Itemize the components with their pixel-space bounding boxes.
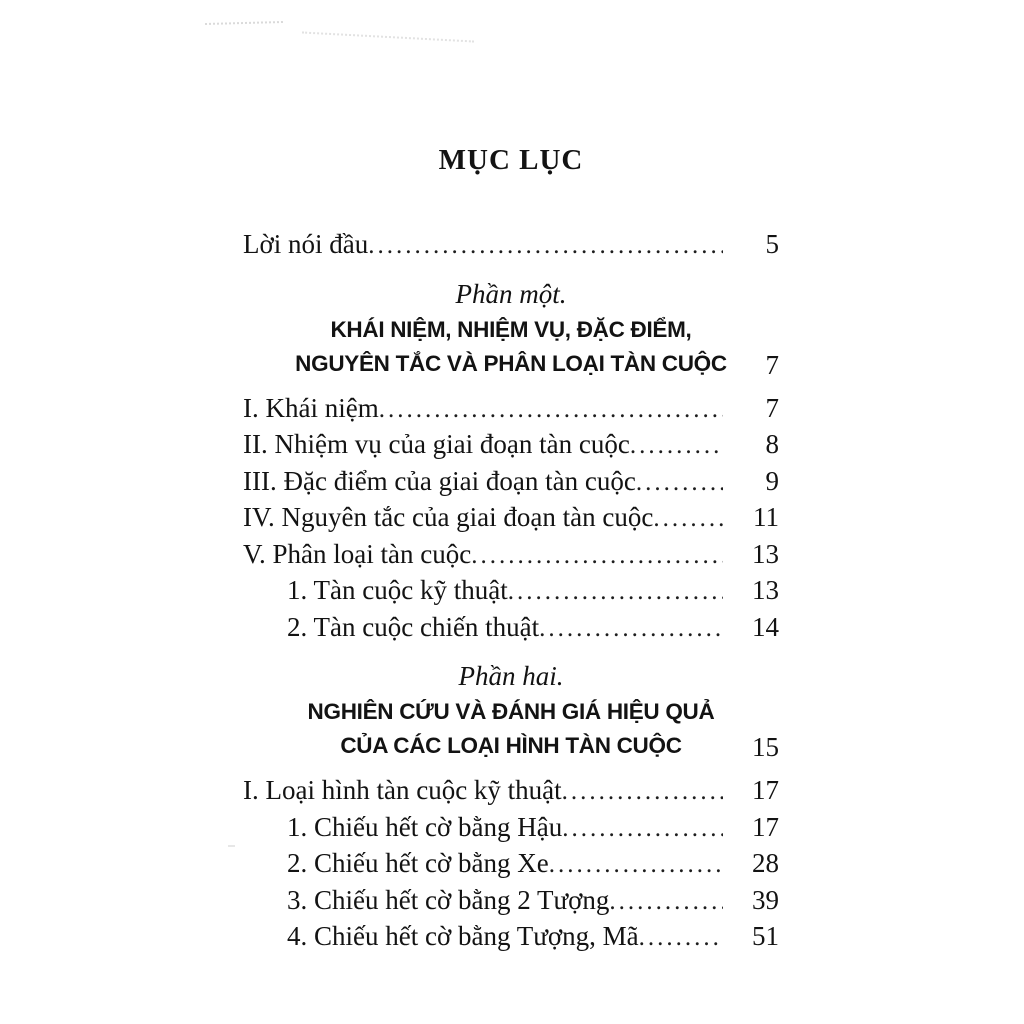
part-two-heading-line2-row xyxy=(243,729,779,763)
toc-entry-page: 7 xyxy=(765,392,779,423)
toc-entry xyxy=(243,810,779,847)
dot-leader xyxy=(379,391,723,428)
toc-entry-page: 17 xyxy=(752,811,779,842)
toc-entry xyxy=(243,391,779,428)
part-one-heading-line2-row xyxy=(243,347,779,381)
dot-leader xyxy=(636,464,723,501)
toc-entry-label: II. Nhiệm vụ của giai đoạn tàn cuộc xyxy=(243,429,630,459)
dot-leader xyxy=(653,500,723,537)
toc-entry-page: 9 xyxy=(765,465,779,496)
toc-entry xyxy=(243,573,779,610)
toc-entry-page: 13 xyxy=(752,575,779,605)
part-two-heading-line2: CỦA CÁC LOẠI HÌNH TÀN CUỘC xyxy=(340,733,682,758)
dot-leader xyxy=(562,810,723,847)
dot-leader xyxy=(549,846,723,883)
part-two-page: 15 xyxy=(752,732,779,762)
dot-leader xyxy=(368,227,723,264)
toc-entry-page: 17 xyxy=(752,775,779,805)
scan-artifact xyxy=(302,32,474,43)
dot-leader xyxy=(471,537,723,574)
toc-entry xyxy=(243,500,779,537)
dot-leader xyxy=(539,610,723,647)
dot-leader xyxy=(508,573,723,610)
table-of-contents xyxy=(243,145,779,956)
toc-entry-label: 1. Chiếu hết cờ bằng Hậu xyxy=(287,811,563,842)
toc-entry-page: 5 xyxy=(765,229,779,259)
dot-leader xyxy=(639,919,723,956)
dot-leader xyxy=(562,773,723,810)
toc-entry-label: Lời nói đầu xyxy=(243,229,369,259)
toc-entry-page: 51 xyxy=(752,921,779,951)
part-two-heading xyxy=(243,695,779,763)
toc-entry-label: 2. Chiếu hết cờ bằng Xe xyxy=(287,848,549,878)
toc-entry-label: I. Loại hình tàn cuộc kỹ thuật xyxy=(243,775,562,805)
toc-entry-label: V. Phân loại tàn cuộc xyxy=(243,538,472,569)
part-one-label: Phần một. xyxy=(455,278,567,309)
dot-leader xyxy=(609,883,723,920)
dot-leader xyxy=(630,427,723,464)
part-two-heading-line1: NGHIÊN CỨU VÀ ĐÁNH GIÁ HIỆU QUẢ xyxy=(307,699,715,724)
part-two-section xyxy=(243,659,779,763)
toc-entry-page: 8 xyxy=(765,429,779,459)
scan-artifact xyxy=(205,21,283,25)
toc-entry-label: III. Đặc điểm của giai đoạn tàn cuộc xyxy=(243,465,636,496)
part-one-heading xyxy=(243,313,779,381)
toc-entry xyxy=(243,919,779,956)
toc-entry-page: 11 xyxy=(753,502,779,532)
toc-entry xyxy=(243,610,779,647)
toc-entry-page: 28 xyxy=(752,848,779,878)
toc-entry-label: I. Khái niệm xyxy=(243,392,379,423)
toc-entry xyxy=(243,773,779,810)
toc-entry xyxy=(243,846,779,883)
toc-entry-preface xyxy=(243,227,779,264)
part-one-heading-line1: KHÁI NIỆM, NHIỆM VỤ, ĐẶC ĐIỂM, xyxy=(330,316,692,342)
toc-entry-page: 14 xyxy=(752,611,779,642)
toc-entry-label: 1. Tàn cuộc kỹ thuật xyxy=(287,575,508,605)
toc-entry-label: 2. Tàn cuộc chiến thuật xyxy=(287,611,540,642)
toc-entry-page: 13 xyxy=(752,538,779,569)
toc-entry xyxy=(243,427,779,464)
toc-entry xyxy=(243,883,779,920)
toc-entry-label: 4. Chiếu hết cờ bằng Tượng, Mã xyxy=(287,921,639,951)
toc-entry-label: 3. Chiếu hết cờ bằng 2 Tượng xyxy=(287,884,610,915)
part-two-label: Phần hai. xyxy=(458,661,564,691)
scan-artifact xyxy=(228,845,235,847)
toc-entry-label: IV. Nguyên tắc của giai đoạn tàn cuộc xyxy=(243,502,654,532)
page-title: MỤC LỤC xyxy=(438,144,584,176)
toc-entry-page: 39 xyxy=(752,884,779,915)
part-one-section xyxy=(243,277,779,381)
part-one-page: 7 xyxy=(765,349,779,380)
toc-entry xyxy=(243,537,779,574)
toc-entry xyxy=(243,464,779,501)
part-one-heading-line2: NGUYÊN TẮC VÀ PHÂN LOẠI TÀN CUỘC xyxy=(295,350,727,376)
